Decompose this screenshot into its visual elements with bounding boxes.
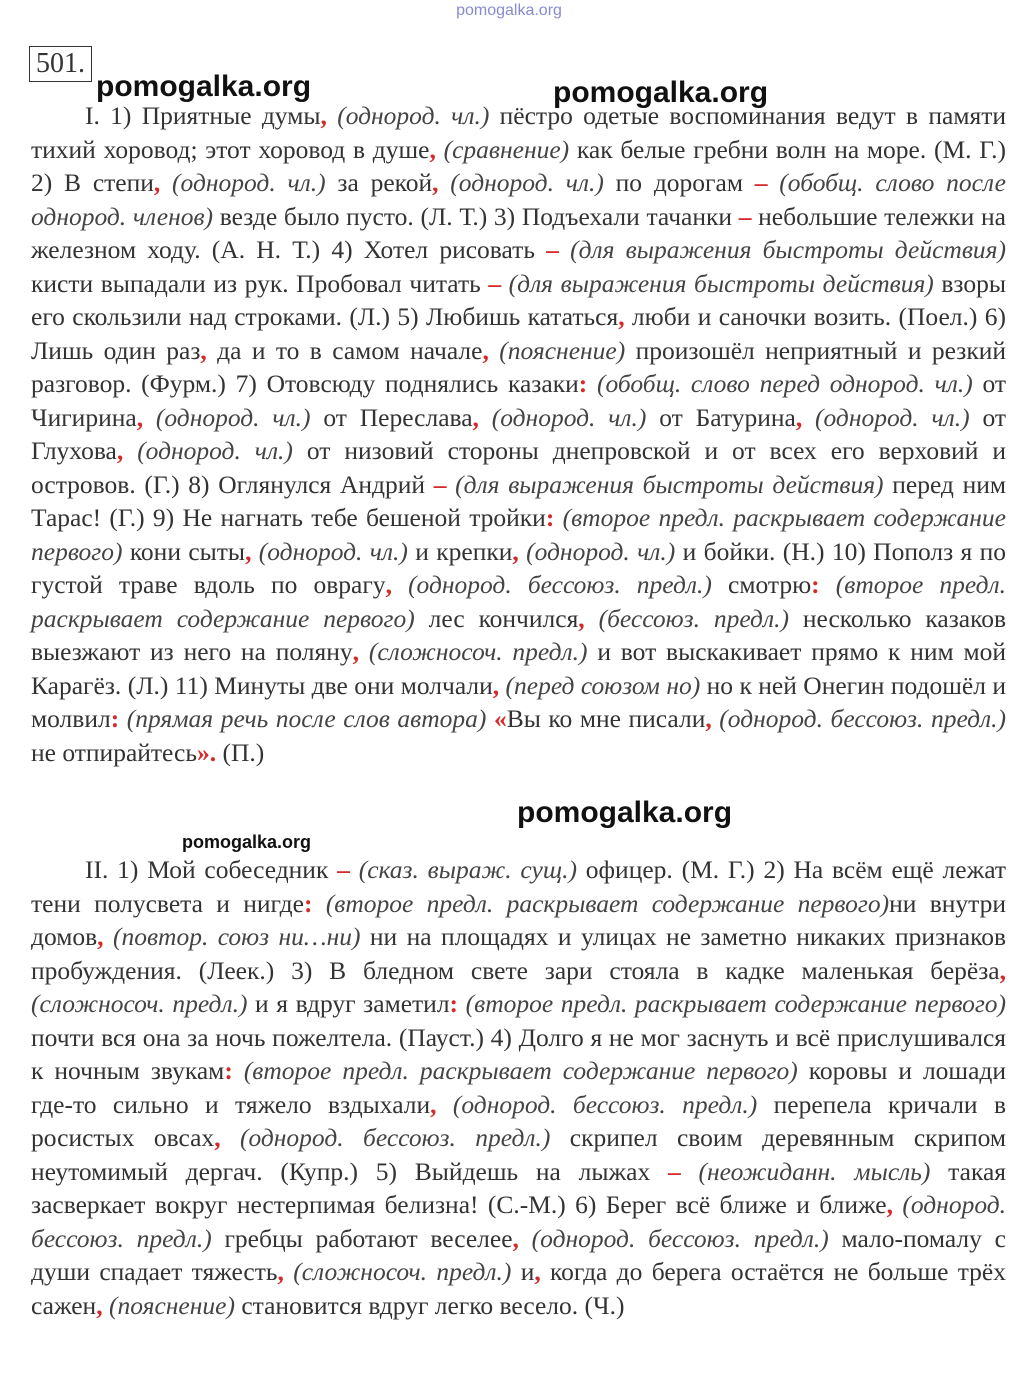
punctuation-mark: , — [385, 570, 392, 599]
punctuation-mark: , — [795, 402, 803, 432]
punctuation-mark: , — [277, 1257, 284, 1286]
punctuation-mark: , — [214, 1123, 221, 1152]
punctuation-mark: , — [999, 955, 1006, 985]
annotation-note: (однород. чл.) — [815, 402, 970, 432]
punctuation-mark: , — [200, 335, 207, 365]
annotation-note: (второе предл. раскрывает содержание первого) — [465, 989, 1007, 1018]
punctuation-mark: – — [337, 855, 350, 884]
punctuation-mark: , — [534, 1257, 541, 1286]
punctuation-mark: : — [811, 570, 820, 599]
annotation-note: (однород. чл.) — [172, 168, 326, 197]
punctuation-mark: – — [546, 235, 559, 264]
task-number-box: 501. — [29, 46, 92, 82]
annotation-note: (для выражения быстроты действия) — [455, 469, 884, 499]
punctuation-mark: , — [136, 402, 144, 432]
punctuation-mark: – — [754, 168, 768, 197]
punctuation-mark: : — [224, 1056, 233, 1085]
annotation-note: (пояснение) — [499, 335, 626, 365]
annotation-note: (однород. чл.) — [491, 402, 647, 432]
punctuation-mark: , — [705, 704, 712, 733]
watermark-large: pomogalka.org — [517, 796, 733, 829]
annotation-note: (прямая речь после слов автора) — [126, 704, 487, 733]
annotation-note: (пояснение) — [108, 1290, 235, 1320]
answer-paragraph-2: II. 1) Мой собеседник – (сказ. выраж. сущ.) офицер. (М. Г.) 2) На всём ещё лежат тени полусвета и нигде: (второе предл. раскрывает содержание первого)ни внутри домов, (повтор. союз ни…ни) ни на площадях и улицах не заметно никаких признаков пробуждения. (Леек.) 3) В бледном свете зари стояла в кадке маленькая берёза, (сложносоч. предл.) и я вдруг заметил: (второе предл. раскрывает содержание первого) почти вся она за ночь пожелтела. (Пауст.) 4) Долго я не мог заснуть и всё прислушивался к ночным звукам: (второе предл. раскрывает содержание первого) коровы и лошади где-то сильно и тяжело вздыхали, (однород. бессоюз. предл.) перепела кричали в росистых овсах, (однород. бессоюз. предл.) скрипел своим деревянным скрипом неутомимый дергач. (Купр.) 5) Выйдешь на лыжах – (неожиданн. мысль) такая засверкает вокруг нестерпимая белизна! (С.-М.) 6) Берег всё ближе и ближе, (однород. бессоюз. предл.) гребцы работают веселее, (однород. бессоюз. предл.) мало-помалу с души спадает тяжесть, (сложносоч. предл.) и, когда до берега остаётся не больше трёх сажен, (пояснение) становится вдруг легко весело. (Ч.) — [31, 855, 1007, 1320]
punctuation-mark: : — [449, 989, 459, 1018]
annotation-note: (однород. бессоюз. предл.) — [719, 704, 1007, 733]
punctuation-mark: , — [429, 134, 436, 164]
annotation-note: (однород. бессоюз. предл.) — [531, 1223, 829, 1253]
annotation-note: (бессоюз. предл.) — [598, 603, 789, 633]
punctuation-mark: , — [578, 603, 585, 633]
punctuation-mark: : — [545, 503, 555, 532]
annotation-note: (сказ. выраж. сущ.) — [358, 855, 577, 884]
punctuation-mark: . — [209, 737, 217, 767]
watermark-large: pomogalka.org — [96, 70, 312, 103]
punctuation-mark: , — [153, 168, 161, 197]
annotation-note: (сложносоч. предл.) — [31, 989, 248, 1018]
punctuation-mark: , — [116, 436, 124, 465]
punctuation-mark: , — [320, 101, 327, 130]
punctuation-mark: , — [245, 536, 252, 566]
annotation-note: (второе предл. раскрывает содержание первого) — [243, 1056, 798, 1085]
annotation-note: (однород. бессоюз. предл.) — [408, 570, 712, 599]
annotation-note: (повтор. союз ни…ни) — [112, 922, 361, 951]
annotation-note: (однород. чл.) — [155, 402, 311, 432]
annotation-note: (однород. чл.) — [137, 436, 293, 465]
watermark-large: pomogalka.org — [553, 76, 769, 109]
annotation-note: (обобщ. слово после однород. членов) — [31, 168, 1006, 231]
annotation-note: (для выражения быстроты действия) — [570, 235, 1006, 264]
punctuation-mark: : — [110, 704, 120, 733]
annotation-note: (сравнение) — [443, 134, 570, 164]
annotation-note: (обобщ. слово перед однород. чл.) — [596, 369, 973, 398]
punctuation-mark: , — [97, 922, 104, 951]
annotation-note: (однород. чл.) — [258, 536, 408, 566]
annotation-note: (перед союзом но) — [505, 670, 701, 700]
punctuation-mark: , — [96, 1290, 103, 1320]
punctuation-mark: , — [432, 168, 439, 197]
annotation-note: (сложносоч. предл.) — [368, 637, 588, 666]
punctuation-mark: – — [488, 268, 502, 298]
punctuation-mark: – — [433, 469, 447, 499]
annotation-note: (второе предл. раскрывает содержание первого) — [31, 503, 1006, 566]
answer-paragraph-1: I. 1) Приятные думы, (однород. чл.) пёстро одетые воспоминания ведут в памяти тихий хоровод; этот хоровод в душе, (сравнение) как белые гребни волн на море. (М. Г.) 2) В степи, (однород. чл.) за рекой, (однород. чл.) по дорогам – (обобщ. слово после однород. членов) везде было пусто. (Л. Т.) 3) Подъехали тачанки – небольшие тележки на железном ходу. (А. Н. Т.) 4) Хотел рисовать – (для выражения быстроты действия) кисти выпадали из рук. Пробовал читать – (для выражения быстроты действия) взоры его скользили над строками. (Л.) 5) Любишь кататься, люби и саночки возить. (Поел.) 6) Лишь один раз, да и то в самом начале, (пояснение) произошёл неприятный и резкий разговор. (Фурм.) 7) Отовсюду поднялись казаки: (обобщ. слово перед однород. чл.) от Чигирина, (однород. чл.) от Переслава, (однород. чл.) от Батурина, (однород. чл.) от Глухова, (однород. чл.) от низовий стороны днепровской и от всех его верховий и островов. (Г.) 8) Оглянулся Андрий – (для выражения быстроты действия) перед ним Тарас! (Г.) 9) Не нагнать тебе бешеной тройки: (второе предл. раскрывает содержание первого) кони сыты, (однород. чл.) и крепки, (однород. чл.) и бойки. (Н.) 10) Пополз я по густой траве вдоль по оврагу, (однород. бессоюз. предл.) смотрю: (второе предл. раскрывает содержание первого) лес кончился, (бессоюз. предл.) несколько казаков выезжают из него на поляну, (сложносоч. предл.) и вот выскакивает прямо к ним мой Карагёз. (Л.) 11) Минуты две они молчали, (перед союзом но) но к ней Онегин подошёл и молвил: (прямая речь после слов автора) «Вы ко мне писали, (однород. бессоюз. предл.) не отпирайтесь». (П.) — [31, 101, 1007, 767]
annotation-note: (для выражения быстроты действия) — [508, 268, 934, 298]
annotation-note: (однород. бессоюз. предл.) — [452, 1089, 758, 1119]
punctuation-mark: : — [303, 888, 313, 918]
annotation-note: (второе предл. раскрывает содержание первого) — [325, 888, 890, 918]
punctuation-mark: « — [493, 704, 507, 733]
annotation-note: (однород. чл.) — [450, 168, 604, 197]
punctuation-mark: , — [482, 335, 489, 365]
punctuation-mark: , — [352, 637, 359, 666]
watermark-medium: pomogalka.org — [182, 832, 312, 852]
annotation-note: (сложносоч. предл.) — [293, 1257, 512, 1286]
punctuation-mark: – — [738, 201, 752, 231]
punctuation-mark: – — [667, 1156, 681, 1186]
punctuation-mark: , — [492, 670, 500, 700]
annotation-note: (однород. чл.) — [526, 536, 676, 566]
punctuation-mark: , — [618, 302, 625, 331]
annotation-note: (однород. чл.) — [337, 101, 490, 130]
annotation-note: (однород. бессоюз. предл.) — [31, 1190, 1007, 1253]
punctuation-mark: : — [578, 369, 588, 398]
punctuation-mark: , — [430, 1089, 437, 1119]
annotation-note: (второе предл. раскрывает содержание первого) — [31, 570, 1007, 633]
site-link[interactable]: pomogalka.org — [456, 2, 562, 19]
punctuation-mark: , — [512, 536, 519, 566]
punctuation-mark: » — [196, 737, 210, 767]
annotation-note: (неожиданн. мысль) — [698, 1156, 931, 1186]
punctuation-mark: , — [472, 402, 479, 432]
punctuation-mark: , — [886, 1190, 893, 1219]
punctuation-mark: , — [512, 1223, 519, 1253]
annotation-note: (однород. бессоюз. предл.) — [239, 1123, 551, 1152]
